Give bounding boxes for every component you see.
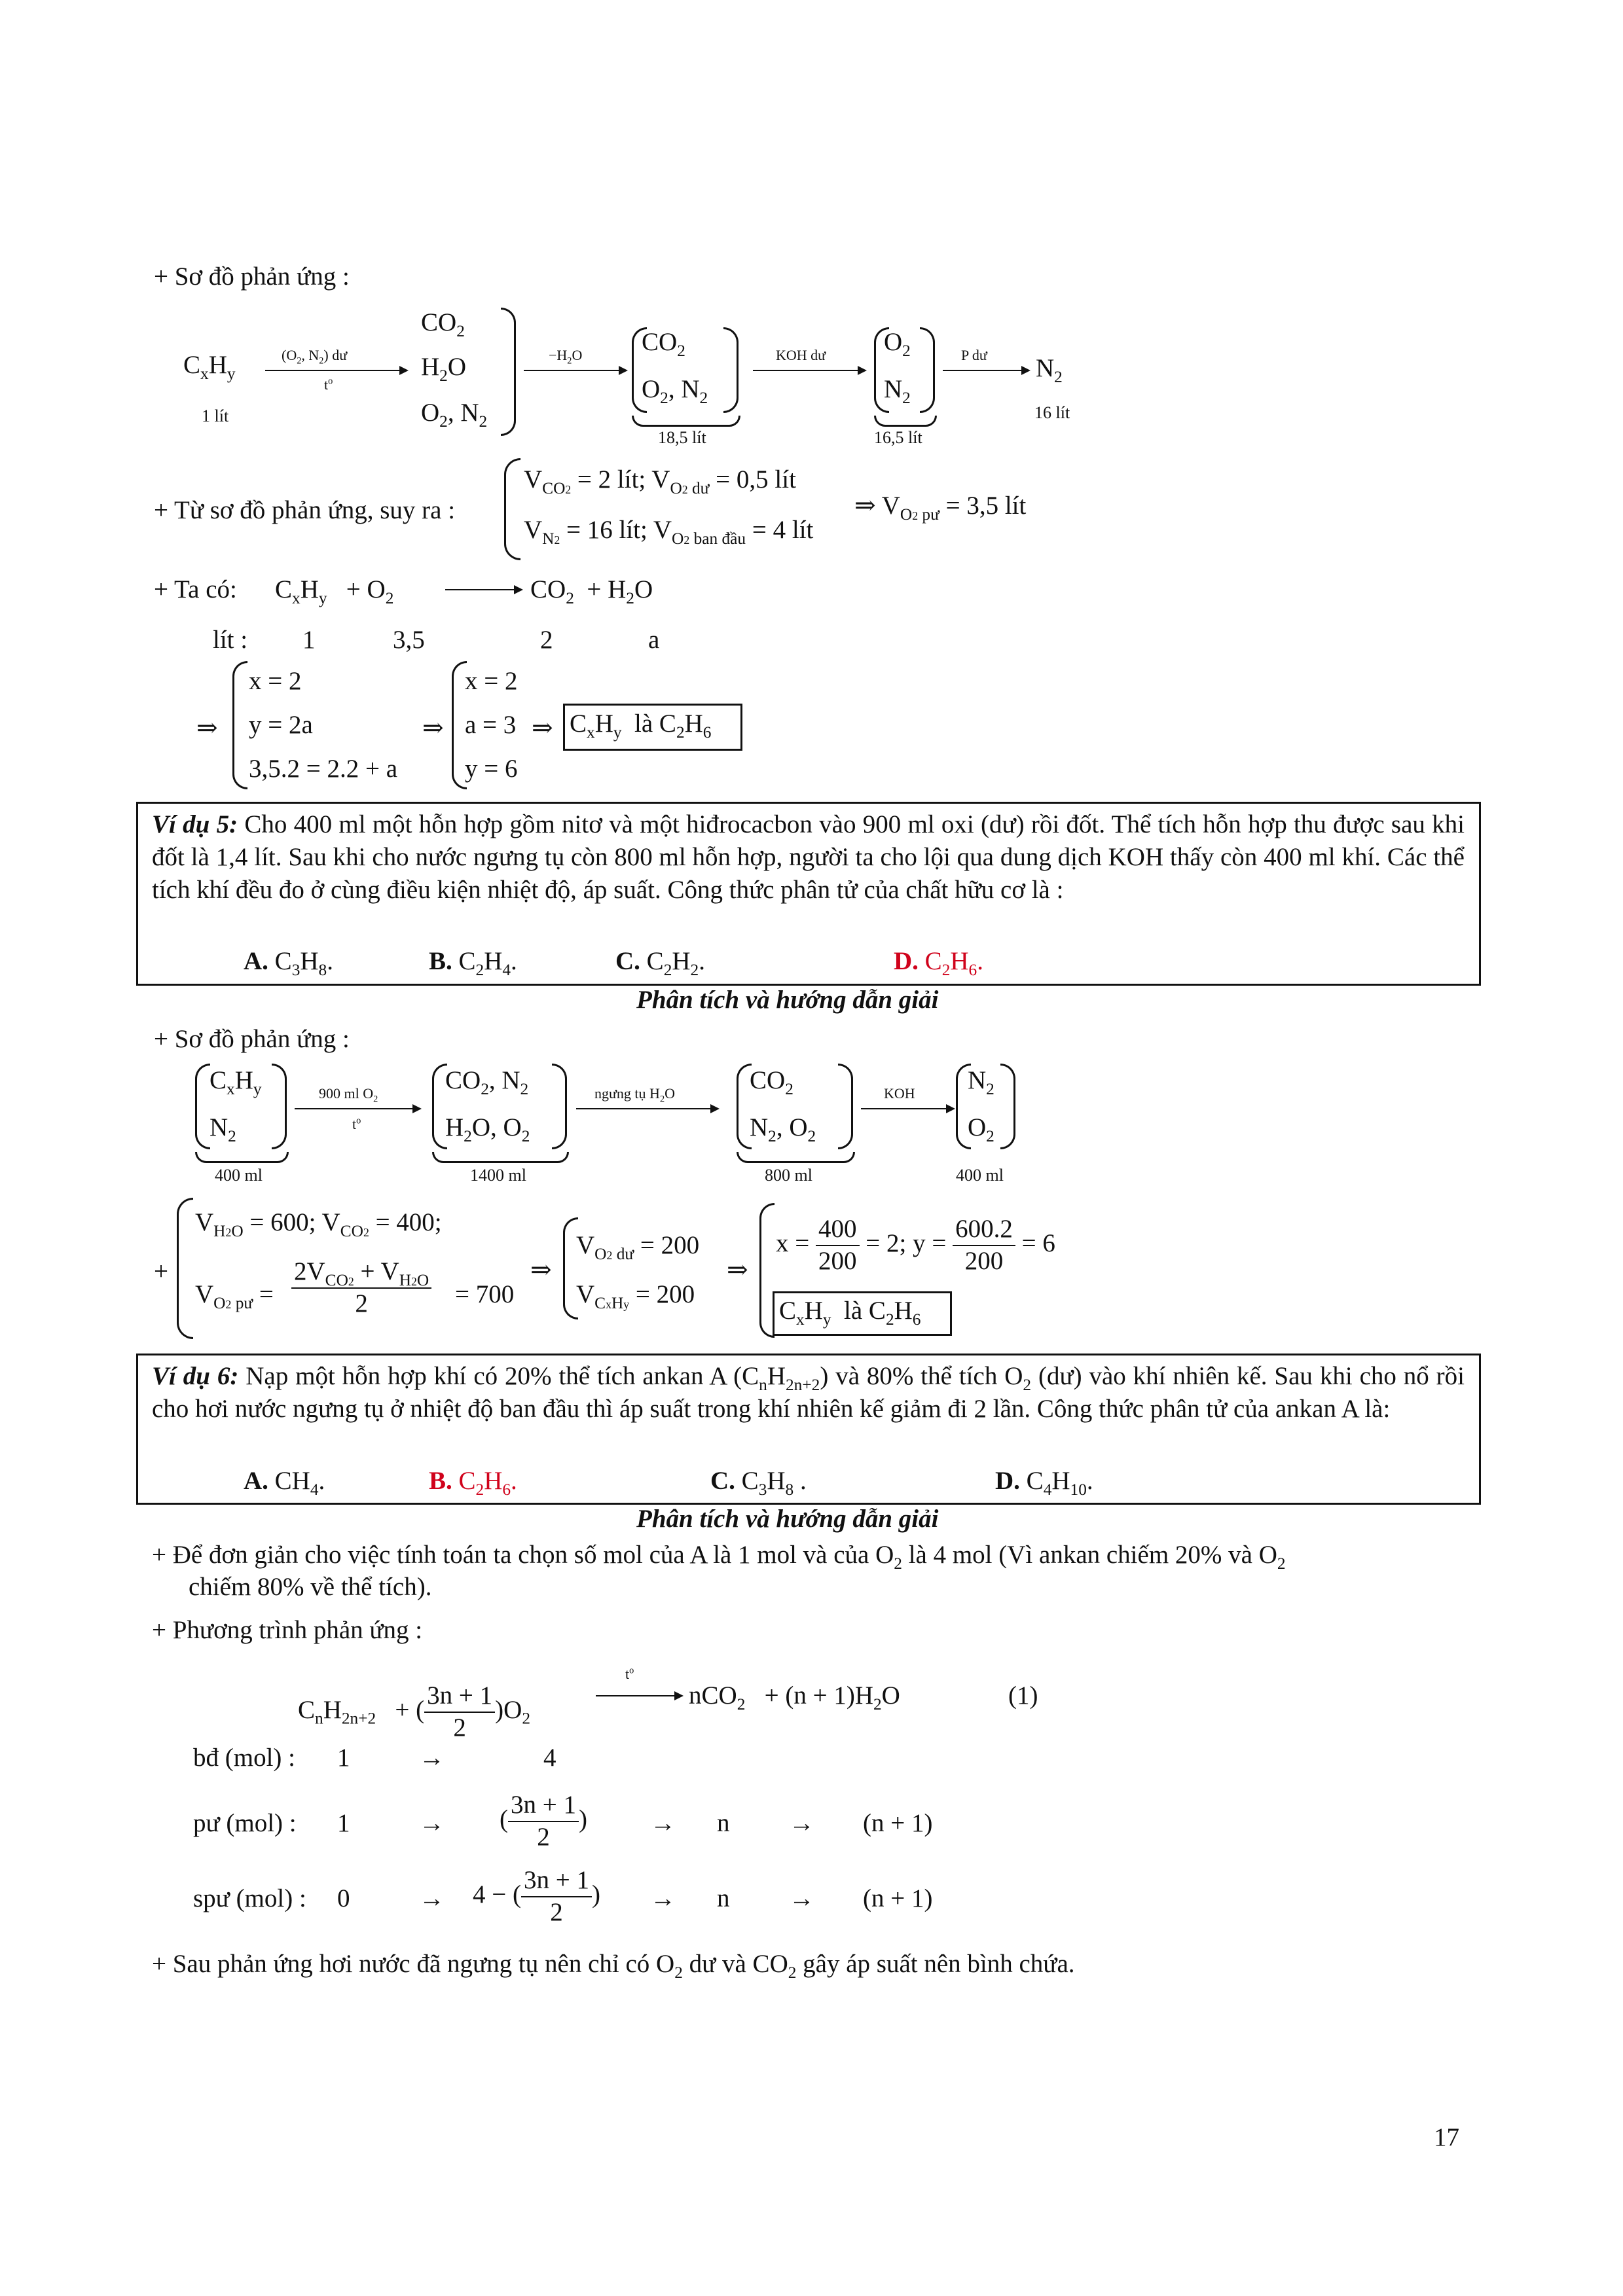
implies-arrow: ⇒ [530,1256,552,1284]
reactant-cxhy: $C_xH_y$ [183,351,236,383]
reaction-arrow [861,1108,953,1109]
mix-o2: $O_2$ [968,1113,994,1145]
product-o2-n2: $O_2$, $N_2$ [421,399,488,431]
inference-result: ⇒ $V_{O2 pư} = 3,5$ lít [854,492,1027,524]
right-brace [272,1064,287,1149]
final-n2: $N_2$ [1036,354,1063,386]
system-line: a = 3 [465,711,517,739]
left-brace [504,458,520,560]
mixture-co2: $CO_2$ [642,328,685,360]
reaction-arrow [596,1695,681,1696]
page-number: 17 [1434,2123,1459,2151]
calc-xy: x = $\frac{400}{200}$ = 2; y = $\frac{600.2}{200}$ = 6 [776,1215,1055,1275]
volume-label: 1400 ml [470,1166,526,1185]
system-line: x = 2 [249,667,302,695]
arrow-condition: P dư [961,347,987,363]
product-h2o: $H_2O$ [421,353,467,385]
calc-o2-excess: $V_{O2 dư} = 200$ [576,1231,700,1263]
reaction-equation: $C_nH_{2n+2}$ + ( $\frac{3n + 1}{2}$ )$O_2$ [298,1681,530,1742]
row-value: 4 [543,1744,556,1772]
under-brace [874,416,937,427]
row-arrow: → [419,1884,445,1912]
equation-number: (1) [1008,1681,1038,1710]
right-brace [552,1064,567,1149]
mix-h2o-o2: $H_2O$, $O_2$ [445,1113,530,1145]
example-6-text: Ví dụ 6: Nạp một hỗn hợp khí có 20% thể tích ankan A $(C_nH_{2n+2})$ và 80% thể tích $O_2$ (dư) vào khí nhiên kế. Sau khi cho nổ rồi cho hơi nước ngưng tụ ở nhiệt độ ban đầu thì áp suất trong khí nhiên kế giảm đi 2 lần. Công thức phân tử của ankan A là: [152,1362,1465,1423]
liters-value: 2 [540,626,553,654]
row-arrow: → [419,1744,445,1772]
volume-label: 18,5 lít [658,428,706,447]
right-brace [501,308,516,436]
conclusion-text: $C_xH_y$ là $C_2H_6$ [570,709,712,742]
reaction-arrow [576,1108,717,1109]
calc-line-2: $V_{O2 pư}$ = [195,1280,274,1312]
row-value: 0 [337,1884,350,1912]
implies-arrow: ⇒ [532,714,553,742]
left-brace [232,661,247,789]
liters-value: 3,5 [393,626,425,654]
reaction-arrow [943,370,1028,371]
arrow-condition: KOH [884,1085,915,1102]
calc-cxhy-volume: $V_{CxHy} = 200$ [576,1280,695,1312]
scheme-label: + Sơ đồ phản ứng : [154,1025,350,1053]
equation-label: + Ta có: [154,575,237,603]
volume-label: 400 ml [956,1166,1004,1185]
combustion-equation: $C_xH_y$ + $O_2$ [275,575,394,607]
option-d-correct[interactable]: D. $C_2H_6$. [894,947,983,979]
arrow-condition: KOH dư [776,347,826,363]
row-arrow: → [789,1884,814,1912]
temperature-label: $t^o$ [352,1115,361,1132]
volume-label: 800 ml [765,1166,812,1185]
volume-label: 16,5 lít [874,428,922,447]
conclusion-text: $C_xH_y$ là $C_2H_6$ [779,1297,921,1329]
under-brace [432,1152,569,1163]
liters-value: a [648,626,660,654]
reaction-arrow [753,370,864,371]
example-5-text: Ví dụ 5: Cho 400 ml một hỗn hợp gồm nitơ và một hiđrocacbon vào 900 ml oxi (dư) rồi đốt. Thể tích hỗn hợp thu được sau khi đốt là 1,4 lít. Sau khi cho nước ngưng tụ còn 800 ml hỗn hợp, người ta cho lội qua dung dịch KOH thấy còn 400 ml khí. Các thể tích khí đều đo ở cùng điều kiện nhiệt độ, áp suất. Công thức phân tử của chất hữu cơ là : [152,810,1465,904]
volume-label: 16 lít [1034,403,1070,422]
mix-n2: $N_2$ [210,1113,236,1145]
left-brace [195,1064,210,1149]
solution-paragraph-1-cont: chiếm 80% về thể tích). [189,1573,432,1601]
under-brace [737,1152,855,1163]
reaction-arrow [265,370,406,371]
system-line: x = 2 [465,667,518,695]
option-a[interactable]: A. $C_3H_8$. [244,947,333,979]
option-c[interactable]: C. $C_3H_8$ . [710,1467,807,1499]
mix-n2: $N_2$ [968,1066,994,1098]
mixture-o2: $O_2$ [884,328,911,360]
mixture-n2: $N_2$ [884,375,911,407]
option-d[interactable]: D. $C_4H_{10}$. [995,1467,1093,1499]
reaction-arrow [445,589,520,590]
reaction-arrow [524,370,625,371]
implies-arrow: ⇒ [196,714,218,742]
liters-row-label: lít : [213,626,248,654]
system-line: 3,5.2 = 2.2 + a [249,755,398,783]
arrow-condition: 900 ml $O_2$ [319,1085,378,1105]
volume-label: 1 lít [202,406,229,425]
implies-arrow: ⇒ [727,1256,748,1284]
option-b[interactable]: B. $C_2H_4$. [429,947,517,979]
row-value: n [717,1809,730,1837]
mix-n2-o2: $N_2$, $O_2$ [750,1113,816,1145]
calc-line-1: $V_{H2O} = 600$; $V_{CO2} = 400$; [195,1208,442,1240]
inference-label: + Từ sơ đồ phản ứng, suy ra : [154,496,456,524]
mix-co2-n2: $CO_2$, $N_2$ [445,1066,529,1098]
solution-heading: Phân tích và hướng dẫn giải [636,986,939,1014]
temperature-label: $t^o$ [625,1665,634,1682]
solution-paragraph-2: + Sau phản ứng hơi nước đã ngưng tụ nên chỉ có $O_2$ dư và $CO_2$ gây áp suất nên bình chứa. [152,1950,1075,1982]
arrow-condition: $-H_2O$ [549,347,583,367]
row-value: (n + 1) [863,1884,933,1912]
calc-fraction: $\frac{2V_{CO2} + V_{H2O}}{2}$ [291,1257,431,1319]
row-value: 1 [337,1809,350,1837]
implies-arrow: ⇒ [422,714,444,742]
right-brace [1000,1064,1015,1149]
row-fraction: 4 − ( $\frac{3n + 1}{2}$ ) [473,1866,600,1926]
left-brace [177,1198,193,1339]
product-co2: $CO_2$ [421,308,465,340]
combustion-products: $CO_2 + H_2O$ [530,575,653,607]
option-a[interactable]: A. $CH_4$. [244,1467,325,1499]
row-value: 1 [337,1744,350,1772]
row-arrow: → [419,1809,445,1837]
mixture-o2-n2: $O_2$, $N_2$ [642,375,708,407]
inference-line-2: $V_{N2} = 16$ lít; $V_{O2 ban đầu} = 4$ lít [524,516,814,548]
row-value: n [717,1884,730,1912]
equation-label: + Phương trình phản ứng : [152,1616,423,1644]
row-arrow: → [650,1884,676,1912]
mix-cxhy: $C_xH_y$ [210,1066,262,1098]
arrow-condition: ngưng tụ $H_2O$ [594,1085,675,1105]
right-brace [920,327,935,413]
row-arrow: → [650,1809,676,1837]
system-line: y = 2a [249,711,313,739]
plus-sign: + [154,1257,168,1285]
volume-label: 400 ml [215,1166,263,1185]
row-arrow: → [789,1809,814,1837]
inference-line-1: $V_{CO2} = 2$ lít; $V_{O2 dư} = 0,5$ lít [524,465,796,497]
reaction-arrow [295,1108,419,1109]
under-brace [195,1152,289,1163]
solution-heading: Phân tích và hướng dẫn giải [636,1505,939,1533]
option-b-correct[interactable]: B. $C_2H_6$. [429,1467,517,1499]
row-label-initial: bđ (mol) : [193,1744,295,1772]
liters-value: 1 [302,626,316,654]
under-brace [632,416,740,427]
solution-paragraph-1: + Để đơn giản cho việc tính toán ta chọn số mol của A là 1 mol và của $O_2$ là 4 mol (Vì ankan chiếm 20% và $O_2$ [152,1541,1286,1573]
arrow-condition: ($O_2$, $N_2$) dư [282,347,348,367]
row-fraction: ( $\frac{3n + 1}{2}$ ) [500,1791,587,1851]
calc-result-700: = 700 [455,1280,515,1308]
option-c[interactable]: C. $C_2H_2$. [615,947,705,979]
reaction-products: nCO$_2$ + $(n + 1)H_2O$ [689,1681,900,1713]
right-brace [838,1064,853,1149]
mix-co2: $CO_2$ [750,1066,793,1098]
row-label-remaining: spư (mol) : [193,1884,306,1912]
row-label-reacted: pư (mol) : [193,1809,297,1837]
temperature-label: $t^o$ [324,376,333,393]
scheme-label: + Sơ đồ phản ứng : [154,262,350,291]
system-line: y = 6 [465,755,518,783]
row-value: (n + 1) [863,1809,933,1837]
right-brace [723,327,739,413]
